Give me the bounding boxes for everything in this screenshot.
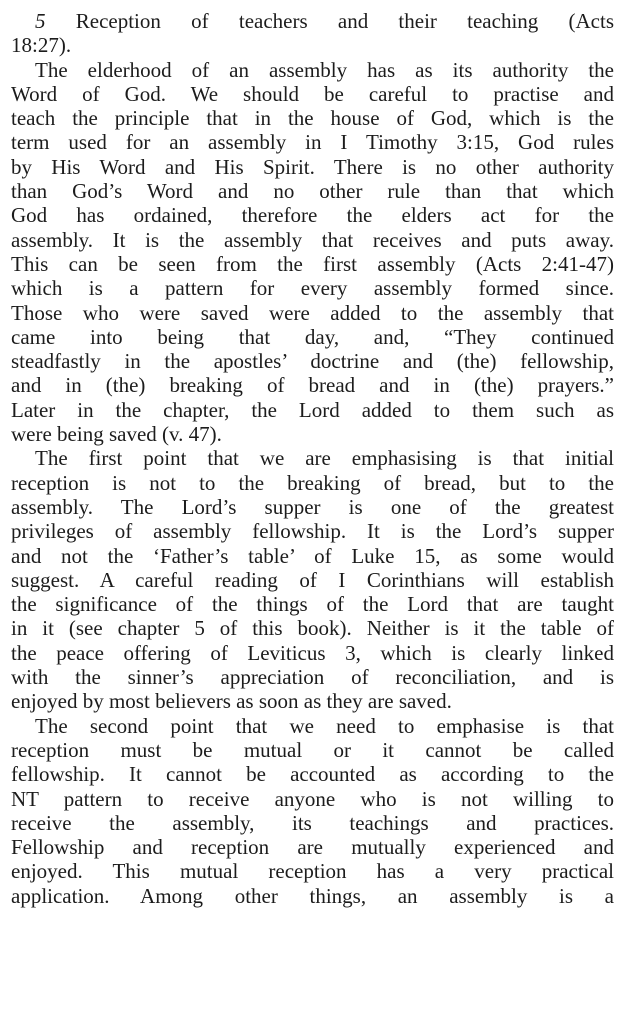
paragraph: [11, 58, 614, 447]
text-line: in it (see chapter 5 of this book). Neither is it the table of: [11, 616, 614, 641]
section-number: 5: [35, 9, 46, 33]
text-line: reception is not to the breaking of bread, but to the: [11, 470, 614, 495]
text-line: privileges of assembly fellowship. It is the Lord’s supper: [11, 519, 614, 544]
text-line: the peace offering of Leviticus 3, which is clearly linked: [11, 640, 614, 665]
text-line: application. Among other things, an assembly is a: [11, 883, 614, 908]
text-line: receive the assembly, its teachings and practices.: [11, 810, 614, 835]
heading-line: 18:27).: [11, 33, 72, 58]
text-line: This can be seen from the first assembly (Acts 2:41-47): [11, 251, 614, 276]
text-line: assembly. The Lord’s supper is one of the greatest: [11, 494, 614, 519]
text-line: came into being that day, and, “They continued: [11, 324, 614, 349]
text-line: enjoyed by most believers as soon as they are saved.: [11, 689, 452, 714]
text-line: Later in the chapter, the Lord added to them such as: [11, 397, 614, 422]
text-line: with the sinner’s appreciation of reconciliation, and is: [11, 665, 614, 690]
text-line: steadfastly in the apostles’ doctrine and (the) fellowship,: [11, 349, 614, 374]
section-heading: [11, 9, 614, 58]
text-line: teach the principle that in the house of God, which is the: [11, 106, 614, 131]
text-line: than God’s Word and no other rule than that which: [11, 179, 614, 204]
text-line: the significance of the things of the Lord that are taught: [11, 592, 614, 617]
text-line: by His Word and His Spirit. There is no other authority: [11, 154, 614, 179]
text-line: The first point that we are emphasising is that initial: [35, 446, 614, 471]
paragraph: [11, 714, 614, 908]
text-line: Those who were saved were added to the assembly that: [11, 300, 614, 325]
text-line: and not the ‘Father’s table’ of Luke 15, as some would: [11, 543, 614, 568]
text-line: Word of God. We should be careful to practise and: [11, 81, 614, 106]
text-line: suggest. A careful reading of I Corinthians will establish: [11, 567, 614, 592]
heading-line: 5 Reception of teachers and their teaching (Acts: [35, 9, 615, 33]
text-line: Fellowship and reception are mutually experienced and: [11, 835, 614, 860]
text-line: which is a pattern for every assembly formed since.: [11, 276, 614, 301]
text-line: enjoyed. This mutual reception has a very practical: [11, 859, 614, 884]
text-line: The second point that we need to emphasise is that: [35, 713, 614, 738]
text-line: NT pattern to receive anyone who is not willing to: [11, 786, 614, 811]
text-line: were being saved (v. 47).: [11, 422, 222, 447]
text-line: term used for an assembly in I Timothy 3:15, God rules: [11, 130, 614, 155]
text-line: The elderhood of an assembly has as its authority the: [35, 57, 614, 82]
text-line: fellowship. It cannot be accounted as according to the: [11, 762, 614, 787]
text-line: reception must be mutual or it cannot be called: [11, 737, 614, 762]
paragraph: [11, 446, 614, 713]
text-line: assembly. It is the assembly that receives and puts away.: [11, 227, 614, 252]
text-line: God has ordained, therefore the elders act for the: [11, 203, 614, 228]
text-line: and in (the) breaking of bread and in (the) prayers.”: [11, 373, 614, 398]
